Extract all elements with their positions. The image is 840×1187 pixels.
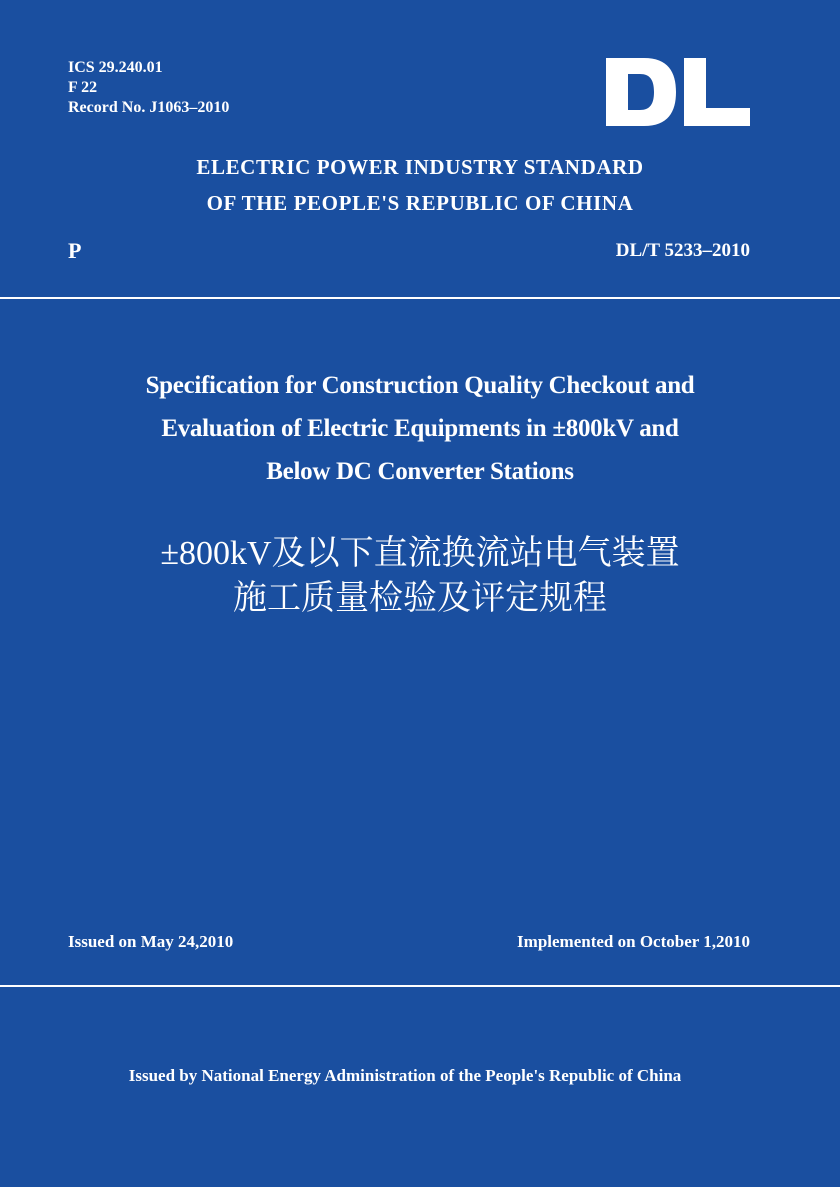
- english-title-line-1: Specification for Construction Quality Checkout and: [145, 372, 695, 399]
- divider-top: [0, 297, 840, 299]
- ics-code: ICS 29.240.01: [68, 59, 163, 76]
- category-letter: P: [68, 238, 82, 263]
- issuing-authority: Issued by National Energy Administration of the People's Republic of China: [128, 1066, 682, 1085]
- dl-logo: [606, 58, 750, 126]
- class-code: F 22: [68, 79, 98, 96]
- classification-block: [68, 58, 229, 118]
- organization-line-2: OF THE PEOPLE'S REPUBLIC OF CHINA: [206, 191, 634, 215]
- standard-number: DL/T 5233–2010: [615, 240, 750, 261]
- organization-line-1: ELECTRIC POWER INDUSTRY STANDARD: [196, 155, 644, 179]
- english-title-line-3: Below DC Converter Stations: [266, 458, 574, 485]
- record-number: Record No. J1063–2010: [68, 99, 230, 116]
- issued-date: Issued on May 24,2010: [68, 932, 234, 951]
- divider-bottom: [0, 985, 840, 987]
- chinese-title-line-2: 施工质量检验及评定规程: [233, 580, 607, 617]
- english-title-line-2: Evaluation of Electric Equipments in ±800kV and: [161, 415, 679, 442]
- chinese-title-line-1: ±800kV及以下直流换流站电气装置: [160, 535, 680, 572]
- implemented-date: Implemented on October 1,2010: [517, 932, 750, 951]
